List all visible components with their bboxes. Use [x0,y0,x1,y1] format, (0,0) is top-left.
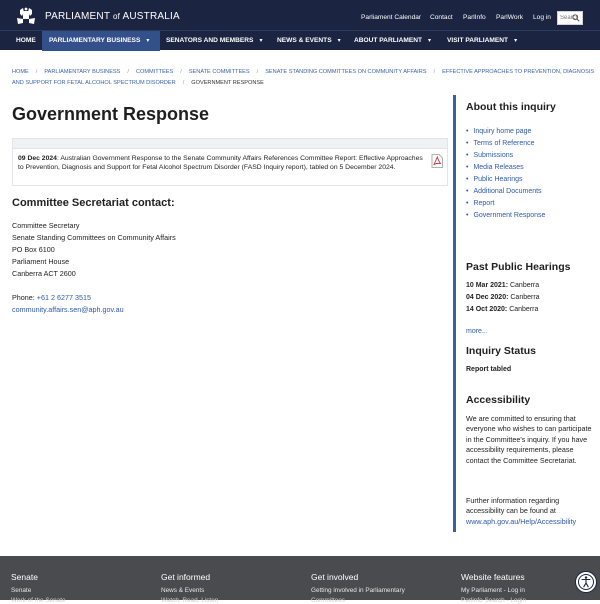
breadcrumb-item[interactable]: EFFECTIVE APPROACHES TO PREVENTION, DIAGNOSIS AND SUPPORT FOR FETAL ALCOHOL SPECTRUM DISORDER [12,69,595,86]
sidebar-link-inquiry-home[interactable]: • Inquiry home page [466,126,545,138]
breadcrumb-separator: / [182,80,185,86]
address-line: Senate Standing Committees on Community Affairs [12,233,176,242]
document-date: 09 Dec 2024 [18,155,57,162]
utility-link-login[interactable]: Log in [533,14,551,21]
inquiry-status-heading: Inquiry Status [466,345,537,357]
hearing-place: Canberra [508,282,540,289]
hearing-item [466,282,539,289]
footer-link[interactable]: Committees [311,597,346,604]
breadcrumb-separator: / [256,69,259,75]
hearing-date: 04 Dec 2020: [466,294,509,301]
document-description: : Australian Government Response to the Senate Community Affairs References Committee Report: Effective Approaches to Prevention, Diagnosis and Support for Fetal Alcohol Spectrum Disorder (FASD Inquiry report), tabled on 5 December 2024. [18,155,423,171]
breadcrumb-separator: / [127,69,129,75]
footer-link[interactable]: Watch, Read, Listen [161,597,219,604]
footer-link[interactable]: Parlinfo Search - Login [461,597,527,604]
phone-link[interactable]: +61 2 6277 3515 [36,293,91,302]
chevron-down-icon: ▾ [337,38,341,44]
nav-parliamentary-business-label: PARLIAMENTARY BUSINESS [49,37,141,44]
contact-heading: Committee Secretariat contact: [12,197,175,209]
footer-link[interactable]: Work of the Senate [11,597,66,604]
accessibility-link[interactable]: www.aph.gov.au/Help/Accessibility [466,516,577,526]
document-table-header [13,139,447,149]
chevron-down-icon: ▾ [514,38,518,44]
sidebar-link-terms-of-reference[interactable]: • Terms of Reference [466,138,545,150]
footer-link[interactable]: Senate [11,587,32,594]
sidebar-link-government-response[interactable]: • Government Response [466,210,545,222]
breadcrumb [12,67,596,89]
footer-heading-get-involved: Get involved [311,572,359,582]
breadcrumb-item[interactable]: COMMITTEES [135,69,174,75]
about-inquiry-heading: About this inquiry [466,101,556,113]
search-box [557,11,583,25]
utility-link-parlwork[interactable]: ParlWork [496,14,523,21]
more-hearings-link[interactable]: more... [466,328,488,335]
site-title-of: of [112,12,121,21]
further-info-text: Further information regarding accessibility can be found at [466,496,560,516]
nav-home-label: HOME [16,37,36,44]
footer-link[interactable]: Getting involved in Parliamentary [311,587,405,594]
accessibility-heading: Accessibility [466,394,531,406]
address-line: PO Box 6100 [12,245,55,254]
footer-link[interactable]: News & Events [161,587,205,594]
nav-visit-parliament[interactable] [447,31,517,51]
utility-link-contact[interactable]: Contact [430,14,453,21]
sidebar-link-submissions[interactable]: • Submissions [466,150,545,162]
document-entry [18,154,423,172]
past-hearings-heading: Past Public Hearings [466,261,571,273]
sidebar-link-additional-documents[interactable]: • Additional Documents [466,186,545,198]
chevron-down-icon: ▾ [146,38,150,44]
hearing-place: Canberra [508,294,540,301]
breadcrumb-item[interactable]: SENATE COMMITTEES [188,69,250,75]
address-line: Canberra ACT 2600 [12,269,76,278]
nav-news-events[interactable] [277,31,341,51]
breadcrumb-item[interactable]: PARLIAMENTARY BUSINESS [44,69,121,75]
about-inquiry-links [466,126,545,222]
search-icon[interactable] [572,14,580,22]
sidebar [453,95,600,532]
chevron-down-icon: ▾ [259,38,263,44]
footer-link[interactable]: My Parliament - Log in [461,587,525,594]
hearing-item [466,294,540,301]
nav-parliamentary-business[interactable] [42,31,160,51]
breadcrumb-item[interactable]: HOME [12,69,29,75]
inquiry-status-value: Report tabled [466,366,512,373]
nav-visit-parliament-label: VISIT PARLIAMENT [447,37,509,44]
accessibility-text: We are committed to ensuring that everyone who wishes to can participate in the Committee's inquiry. If you have accessibility requirements, please contact the Committee Secretariat. [466,414,592,465]
nav-news-events-label: NEWS & EVENTS [277,37,332,44]
address-line: Committee Secretary [12,221,80,230]
footer-heading-senate: Senate [11,572,38,582]
utility-link-parlinfo[interactable]: ParlInfo [463,14,486,21]
breadcrumb-separator: / [180,69,182,75]
main-nav [0,30,600,50]
nav-home[interactable] [0,31,42,51]
email-link[interactable]: community.affairs.sen@aph.gov.au [12,305,124,314]
breadcrumb-separator: / [433,69,436,75]
footer-heading-website-features: Website features [461,572,525,582]
site-title-main: PARLIAMENT [45,11,110,22]
chevron-down-icon: ▾ [428,38,432,44]
accessibility-icon [576,572,596,592]
phone-label: Phone: [12,293,37,302]
nav-about-parliament-label: ABOUT PARLIAMENT [354,37,423,44]
top-header [0,0,600,30]
hearing-item [466,306,538,313]
accessibility-button[interactable] [575,571,597,593]
sidebar-link-media-releases[interactable]: • Media Releases [466,162,545,174]
document-table [12,138,448,186]
nav-about-parliament[interactable] [354,31,431,51]
coat-of-arms-icon[interactable] [11,6,41,26]
hearing-date: 14 Oct 2020: [466,306,508,313]
hearing-date: 10 Mar 2021: [466,282,509,289]
site-title-country: AUSTRALIA [122,11,180,22]
pdf-icon[interactable] [431,154,443,168]
address-line: Parliament House [12,257,70,266]
nav-senators-members-label: SENATORS AND MEMBERS [166,37,254,44]
utility-link-calendar[interactable]: Parliament Calendar [361,14,422,21]
breadcrumb-item[interactable]: SENATE STANDING COMMITTEES ON COMMUNITY AFFAIRS [265,69,427,75]
accessibility-further-info [466,496,598,527]
contact-details [12,292,124,316]
sidebar-link-public-hearings[interactable]: • Public Hearings [466,174,545,186]
page-title: Government Response [12,104,210,124]
site-title[interactable] [45,11,180,22]
footer-heading-get-informed: Get informed [161,572,211,582]
sidebar-link-report[interactable]: • Report [466,198,545,210]
secretariat-address [12,220,176,280]
hearing-place: Canberra [507,306,539,313]
breadcrumb-current: GOVERNMENT RESPONSE [191,80,264,86]
breadcrumb-separator: / [35,69,38,75]
nav-senators-members[interactable] [166,31,262,51]
